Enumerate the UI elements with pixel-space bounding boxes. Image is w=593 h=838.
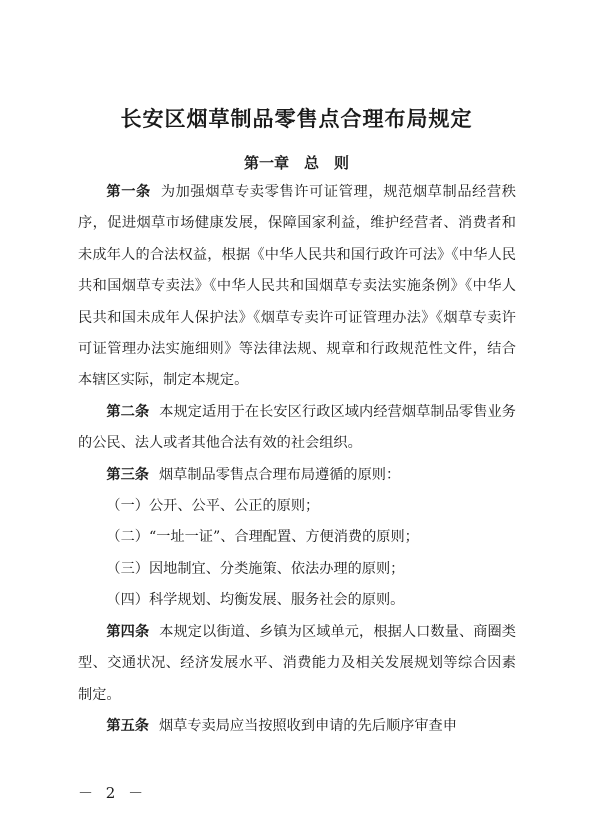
principle-item: （三）因地制宜、分类施策、依法办理的原则； <box>106 560 405 577</box>
document-title: 长安区烟草制品零售点合理布局规定 <box>120 107 473 131</box>
principle-item: （二）“一址一证”、合理配置、方便消费的原则； <box>106 529 419 546</box>
article-text: 为加强烟草专卖零售许可证管理，规范烟草制品经营秩序，促进烟草市场健康发展，保障国家利益，维护经营者、消费者和未成年人的合法权益，根据《中华人民共和国行政许可法》《中华人民共和国烟草专卖法》《中华人民共和国烟草专卖法实施条例》《中华人民共和国未成年人保护法》《烟草专卖许可证管理办法》《烟草专卖许可证管理办法实施细则》等法律法规、规章和行政规范性文件，结合本辖区实际，制定本规定。 <box>78 184 516 389</box>
article-label: 第五条 <box>106 717 149 734</box>
article-label: 第二条 <box>106 403 150 420</box>
principle-item: （四）科学规划、均衡发展、服务社会的原则。 <box>106 592 405 609</box>
article-text: 本规定以街道、乡镇为区域单元，根据人口数量、商圈类型、交通状况、经济发展水平、消费能力及相关发展规划等综合因素制定。 <box>78 623 516 703</box>
article-5 <box>78 711 516 742</box>
article-text: 本规定适用于在长安区行政区域内经营烟草制品零售业务的公民、法人或者其他合法有效的社会组织。 <box>78 403 516 452</box>
article-3 <box>78 460 516 491</box>
chapter-heading: 第一章 总 则 <box>243 154 349 172</box>
article-1 <box>78 177 516 397</box>
principle-item: （一）公开、公平、公正的原则； <box>106 498 320 515</box>
article-text: 烟草专卖局应当按照收到申请的先后顺序审查申 <box>158 717 457 734</box>
article-2 <box>78 397 516 460</box>
article-text: 烟草制品零售点合理布局遵循的原则： <box>158 466 401 483</box>
article-label: 第三条 <box>106 466 149 483</box>
article-label: 第一条 <box>106 184 151 200</box>
article-label: 第四条 <box>106 623 150 640</box>
article-4 <box>78 617 516 711</box>
page-number: － 2 － <box>78 784 148 802</box>
document-body <box>78 177 516 742</box>
